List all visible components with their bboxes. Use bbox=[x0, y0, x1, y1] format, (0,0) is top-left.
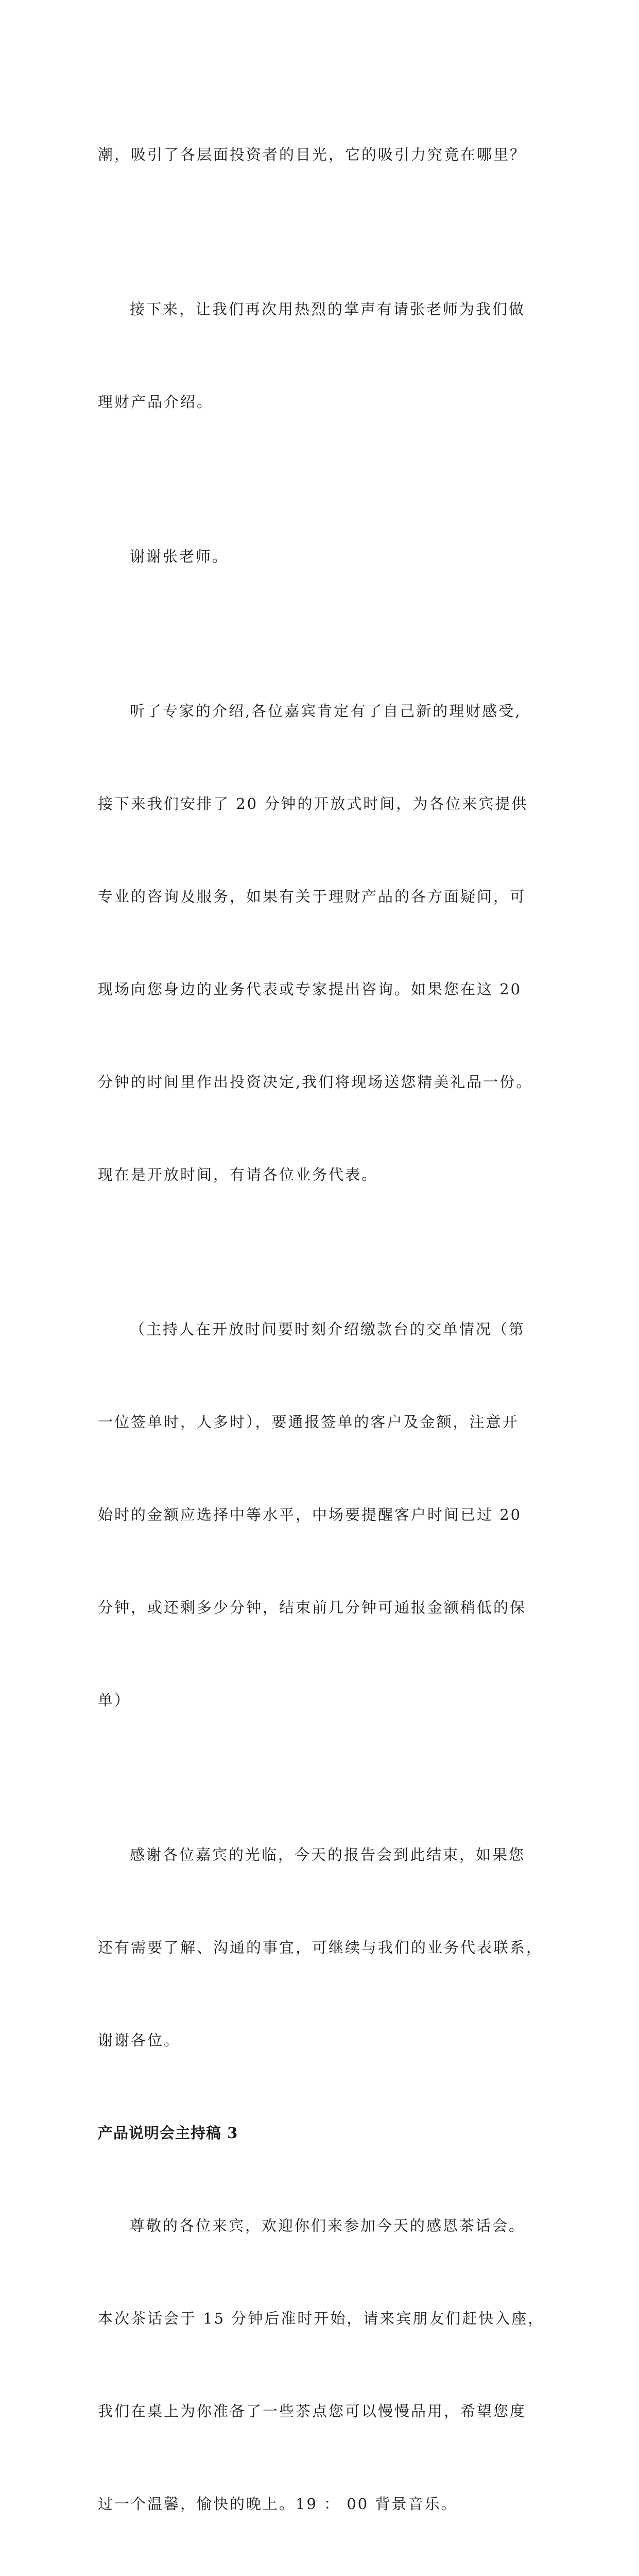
text-line: 分钟，或还剩多少分钟，结束前几分钟可通报金额稍低的保 bbox=[98, 1599, 527, 1616]
text-line: 现在是开放时间，有请各位业务代表。 bbox=[98, 1166, 378, 1183]
text-line: 过一个温馨，愉快的晚上。19 ： 00 背景音乐。 bbox=[98, 2495, 458, 2513]
text-line: 现场向您身边的业务代表或专家提出咨询。如果您在这 20 bbox=[98, 980, 522, 998]
text-line: （主持人在开放时间要时刻介绍缴款台的交单情况（第 bbox=[130, 1320, 526, 1338]
text-line: 一位签单时，人多时），要通报签单的客户及金额，注意开 bbox=[98, 1413, 519, 1431]
text-line: 始时的金额应选择中等水平，中场要提醒客户时间已过 20 bbox=[98, 1506, 522, 1523]
text-line: 理财产品介绍。 bbox=[98, 393, 214, 411]
text-line: 单） bbox=[98, 1691, 131, 1709]
text-line: 接下来，让我们再次用热烈的掌声有请张老师为我们做 bbox=[130, 300, 526, 318]
paragraph-continuation bbox=[98, 77, 551, 232]
paragraph bbox=[98, 1777, 551, 2117]
paragraph bbox=[98, 634, 551, 1252]
text-line: 我们在桌上为你准备了一些茶点您可以慢慢品用，希望您度 bbox=[98, 2402, 527, 2420]
text-line: 专业的咨询及服务，如果有关于理财产品的各方面疑问，可 bbox=[98, 888, 527, 905]
text-line: 谢谢张老师。 bbox=[130, 548, 229, 565]
paragraph bbox=[98, 1252, 551, 1777]
text-line: 感谢各位嘉宾的光临，今天的报告会到此结束，如果您 bbox=[130, 1846, 526, 1863]
text-line: 尊敬的各位来宾，欢迎你们来参加今天的感恩茶话会。 bbox=[130, 2217, 526, 2234]
text-line: 接下来我们安排了 20 分钟的开放式时间，为各位来宾提供 bbox=[98, 795, 528, 812]
text-line: 分钟的时间里作出投资决定,我们将现场送您精美礼品一份。 bbox=[98, 1073, 533, 1091]
text-line: 听了专家的介绍,各位嘉宾肯定有了自己新的理财感受, bbox=[130, 702, 522, 720]
paragraph bbox=[98, 232, 551, 479]
text-line: 谢谢各位。 bbox=[98, 2031, 181, 2049]
document-body bbox=[98, 77, 551, 2576]
paragraph bbox=[98, 2148, 551, 2576]
text-line: 还有需要了解、沟通的事宜，可继续与我们的业务代表联系， bbox=[98, 1939, 543, 1956]
text-line: 本次茶话会于 15 分钟后准时开始，请来宾朋友们赶快入座， bbox=[98, 2310, 545, 2327]
section-heading: 产品说明会主持稿 3 bbox=[98, 2124, 238, 2142]
text-line: 潮，吸引了各层面投资者的目光，它的吸引力究竟在哪里？ bbox=[98, 146, 527, 163]
paragraph bbox=[98, 479, 551, 634]
